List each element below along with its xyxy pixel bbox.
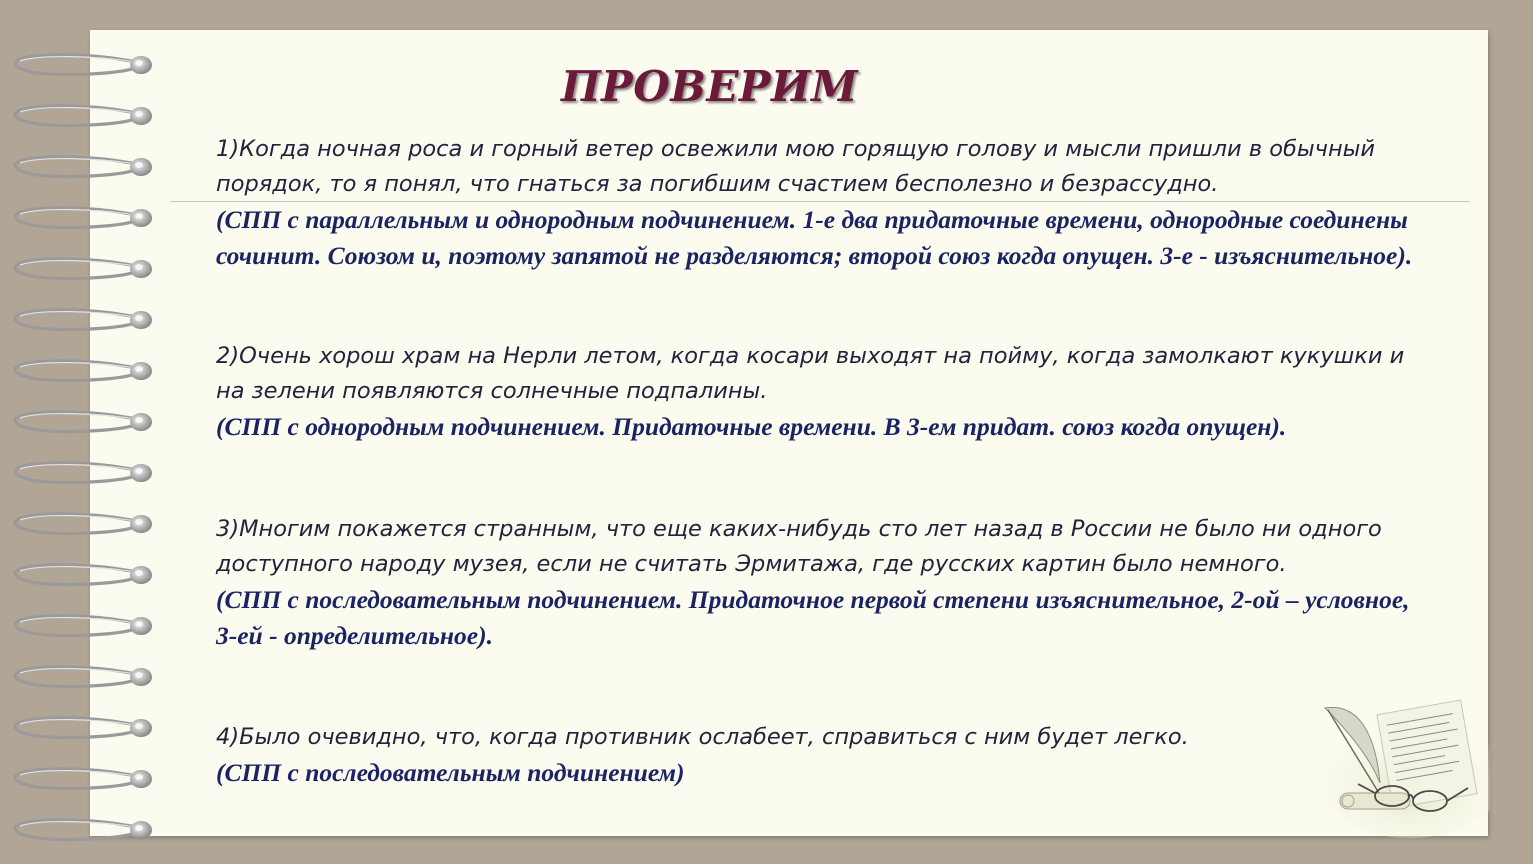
exercise-analysis: (СПП с параллельным и однородным подчинением. 1-е два придаточные времени, однородные соединены сочинит. Союзом и, поэтому запятой не разделяются; второй союз когда опущен. 3-е - изъяснительное). — [216, 205, 1413, 270]
exercise-item-4 — [216, 720, 1426, 791]
exercise-item-3 — [216, 512, 1426, 654]
spiral-ring-icon — [8, 405, 168, 439]
slide-title: ПРОВЕРИМ — [561, 62, 859, 111]
spiral-ring-icon — [8, 99, 168, 133]
quill-letter-glasses-icon — [1300, 688, 1490, 838]
spiral-ring-icon — [8, 456, 168, 490]
exercise-sentence: 2)Очень хорош храм на Нерли летом, когда косари выходят на пойму, когда замолкают кукушки и на зелени появляются солнечные подпалины. — [216, 343, 1405, 404]
spiral-ring-icon — [8, 762, 168, 796]
spiral-ring-icon — [8, 711, 168, 745]
spiral-ring-icon — [8, 507, 168, 541]
spiral-ring-icon — [8, 354, 168, 388]
spiral-ring-icon — [8, 303, 168, 337]
spiral-ring-icon — [8, 252, 168, 286]
spiral-ring-icon — [8, 201, 168, 235]
spiral-ring-icon — [8, 48, 168, 82]
exercise-analysis: (СПП с последовательным подчинением. Придаточное первой степени изъяснительное, 2-ой – условное, 3-ей - определительное). — [216, 585, 1410, 650]
spiral-ring-icon — [8, 660, 168, 694]
exercise-sentence: 1)Когда ночная роса и горный ветер освежили мою горящую голову и мысли пришли в обычный порядок, то я понял, что гнаться за погибшим счастием бесполезно и безрассудно. — [216, 136, 1376, 197]
spiral-ring-icon — [8, 609, 168, 643]
exercise-analysis: (СПП с последовательным подчинением) — [216, 758, 685, 787]
spiral-ring-icon — [8, 150, 168, 184]
notebook-spiral-icon — [0, 0, 170, 864]
spiral-ring-icon — [8, 558, 168, 592]
exercise-analysis: (СПП с однородным подчинением. Придаточные времени. В 3-ем придат. союз когда опущен). — [216, 412, 1287, 441]
exercise-sentence: 3)Многим покажется странным, что еще каких-нибудь сто лет назад в России не было ни одного доступного народу музея, если не считать Эрмитажа, где русских картин было немного. — [216, 516, 1382, 577]
exercise-sentence: 4)Было очевидно, что, когда противник ослабеет, справиться с ним будет легко. — [216, 724, 1189, 750]
exercise-item-2 — [216, 339, 1426, 445]
exercise-item-1 — [216, 132, 1426, 274]
spiral-ring-icon — [8, 813, 168, 847]
